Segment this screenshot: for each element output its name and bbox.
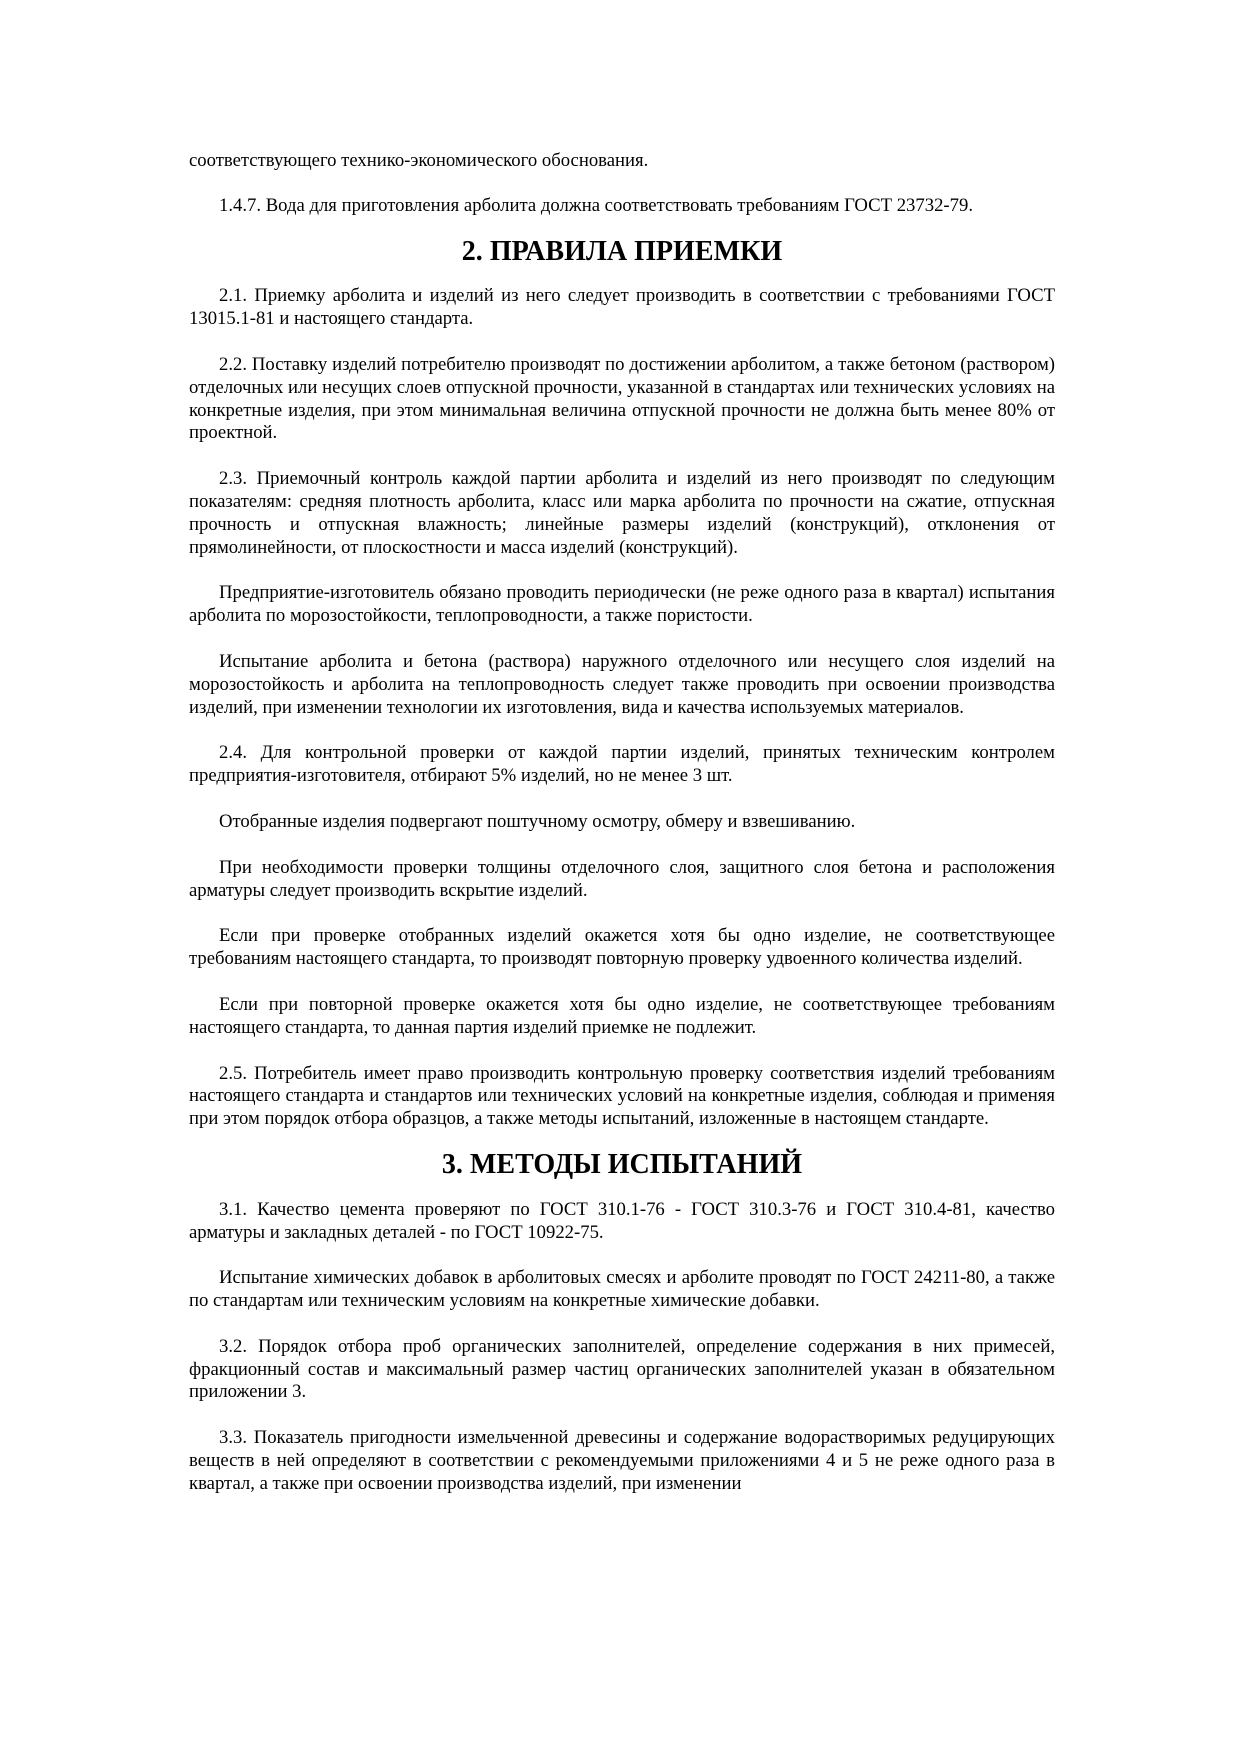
paragraph-repeat-check: Если при проверке отобранных изделий окажется хотя бы одно изделие, не соответствующее требованиям настоящего стандарта, то производят повторную проверку удвоенного количества изделий. <box>189 925 1055 970</box>
section-heading-test-methods: 3. МЕТОДЫ ИСПЫТАНИЙ <box>441 1148 803 1180</box>
paragraph-2-2: 2.2. Поставку изделий потребителю производят по достижении арболитом, а также бетоном (раствором) отделочных или несущих слоев отпускной прочности, указанной в стандартах или технических условиях на конкретные изделия, при этом минимальная величина отпускной прочности не должна быть менее 80% от проектной. <box>189 353 1055 444</box>
paragraph-periodic-tests: Предприятие-изготовитель обязано проводить периодически (не реже одного раза в квартал) испытания арболита по морозостойкости, теплопроводности, а также пористости. <box>189 582 1055 627</box>
paragraph-2-3: 2.3. Приемочный контроль каждой партии арболита и изделий из него производят по следующим показателям: средняя плотность арболита, класс или марка арболита по прочности на сжатие, отпускная прочность и отпускная влажность; линейные размеры изделий (конструкций), отклонения от прямолинейности, от плоскостности и масса изделий (конструкций). <box>189 468 1055 558</box>
paragraph-continuation: соответствующего технико-экономического обоснования. <box>189 150 649 171</box>
document-page <box>189 150 1055 1519</box>
paragraph-1-4-7: 1.4.7. Вода для приготовления арболита должна соответствовать требованиям ГОСТ 23732-79. <box>219 194 973 216</box>
paragraph-batch-rejected: Если при повторной проверке окажется хотя бы одно изделие, не соответствующее требованиям настоящего стандарта, то данная партия изделий приемке не подлежит. <box>189 993 1055 1038</box>
paragraph-3-3: 3.3. Показатель пригодности измельченной древесины и содержание водорастворимых редуцирующих веществ в ней определяют в соответствии с рекомендуемыми приложениями 4 и 5 не реже одного раза в квартал, а также при освоении производства изделий, при изменении <box>189 1427 1055 1494</box>
paragraph-frost-resistance: Испытание арболита и бетона (раствора) наружного отделочного или несущего слоя изделий на морозостойкость и арболита на теплопроводность следует также проводить при освоении производства изделий, при изменении технологии их изготовления, вида и качества используемых материалов. <box>189 650 1055 718</box>
paragraph-chemical-additives: Испытание химических добавок в арболитовых смесях и арболите проводят по ГОСТ 24211-80, а также по стандартам или техническим условиям на конкретные химические добавки. <box>189 1267 1055 1312</box>
section-heading-acceptance-rules: 2. ПРАВИЛА ПРИЕМКИ <box>461 235 783 267</box>
paragraph-2-5: 2.5. Потребитель имеет право производить контрольную проверку соответствия изделий требованиям настоящего стандарта и стандартов или технических условий на конкретные изделия, соблюдая и применяя при этом порядок отбора образцов, а также методы испытаний, изложенные в настоящем стандарте. <box>189 1062 1055 1130</box>
paragraph-2-1: 2.1. Приемку арболита и изделий из него следует производить в соответствии с требованиями ГОСТ 13015.1-81 и настоящего стандарта. <box>189 285 1055 330</box>
paragraph-selected-items: Отобранные изделия подвергают поштучному осмотру, обмеру и взвешиванию. <box>219 810 856 832</box>
paragraph-2-4: 2.4. Для контрольной проверки от каждой партии изделий, принятых техническим контролем предприятия-изготовителя, отбирают 5% изделий, но не менее 3 шт. <box>189 742 1055 787</box>
paragraph-3-1: 3.1. Качество цемента проверяют по ГОСТ 310.1-76 - ГОСТ 310.3-76 и ГОСТ 310.4-81, качество арматуры и закладных деталей - по ГОСТ 10922-75. <box>189 1198 1055 1243</box>
paragraph-layer-check: При необходимости проверки толщины отделочного слоя, защитного слоя бетона и расположения арматуры следует производить вскрытие изделий. <box>189 856 1055 901</box>
paragraph-3-2: 3.2. Порядок отбора проб органических заполнителей, определение содержания в них примесей, фракционный состав и максимальный размер частиц органических заполнителей указан в обязательном приложении 3. <box>189 1335 1055 1403</box>
